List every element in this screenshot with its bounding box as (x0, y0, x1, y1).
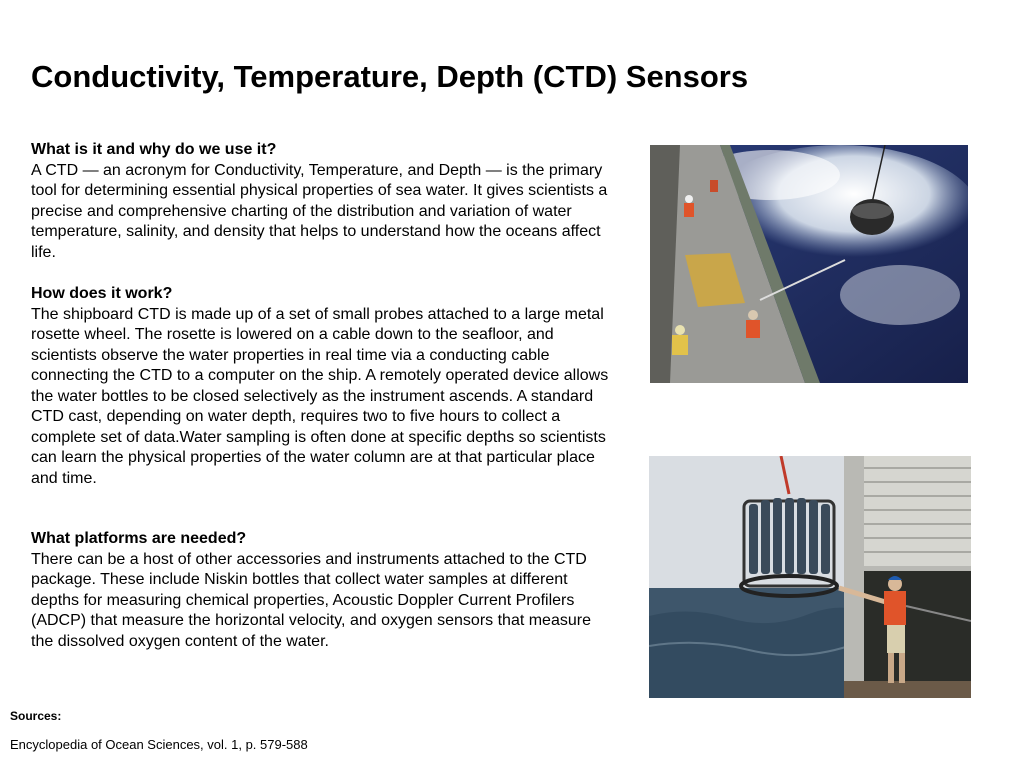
sources-citation: Encyclopedia of Ocean Sciences, vol. 1, p. 579-588 (10, 737, 308, 752)
section-how-does-it-work (31, 284, 616, 489)
section-what-is-it (31, 140, 616, 263)
section-paragraph: There can be a host of other accessories and instruments attached to the CTD package. These include Niskin bottles that collect water samples at different depths for measuring chemical properties, Acoustic Doppler Current Profilers (ADCP) that measure the horizontal velocity, and oxygen sensors that measure the dissolved oxygen content of the water. (31, 550, 591, 650)
section-heading: How does it work? (31, 285, 173, 302)
sources-label: Sources: (10, 709, 62, 723)
section-heading: What is it and why do we use it? (31, 141, 277, 158)
section-heading: What platforms are needed? (31, 530, 247, 547)
section-paragraph: The shipboard CTD is made up of a set of small probes attached to a large metal rosette wheel. The rosette is lowered on a cable down to the seafloor, and scientists observe the water properties in real time via a conducting cable connecting the CTD to a computer on the ship. A remotely operated device allows the water bottles to be closed selectively as the instrument ascends. A standard CTD cast, depending on water depth, requires two to five hours to collect a complete set of data.Water sampling is often done at specific depths so scientists can learn the physical properties of the water column are at that particular place and time. (31, 305, 609, 487)
ctd-rosette-photo (649, 456, 971, 698)
section-platforms (31, 529, 616, 652)
section-paragraph: A CTD — an acronym for Conductivity, Temperature, and Depth — is the primary tool for determining essential physical properties of sea water. It gives scientists a precise and comprehensive charting of the distribution and variation of water temperature, salinity, and density that helps to understand how the oceans affect life. (31, 161, 608, 261)
ctd-deployment-photo (650, 145, 968, 383)
page-title: Conductivity, Temperature, Depth (CTD) Sensors (31, 59, 749, 94)
